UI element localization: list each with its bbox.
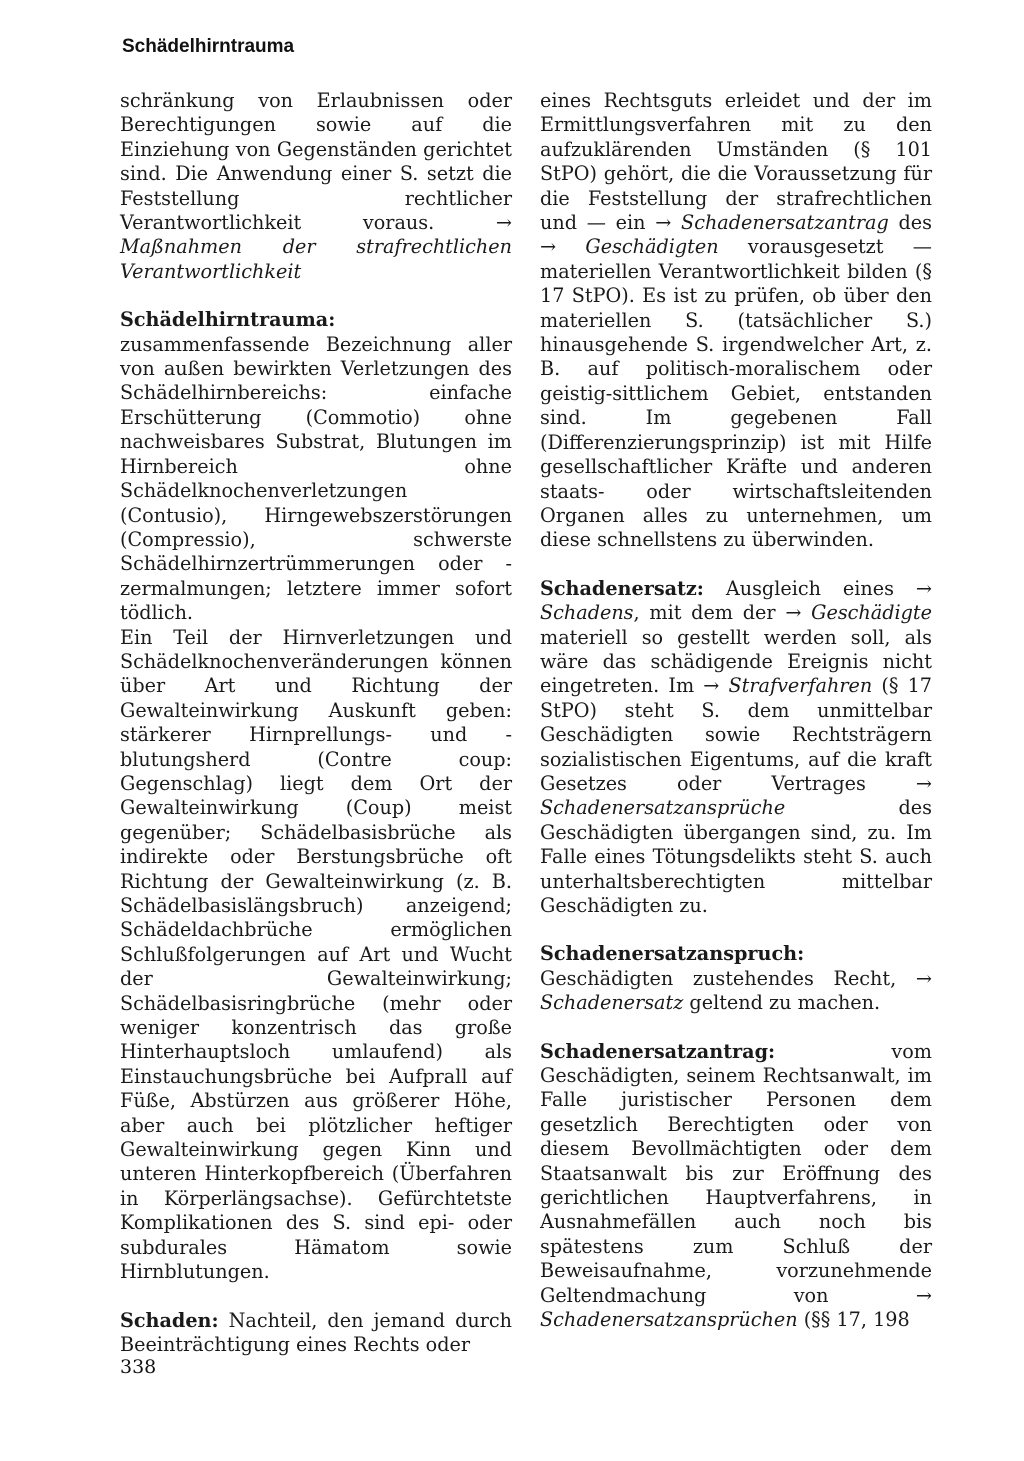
left-column xyxy=(120,89,512,1357)
entry-schaden-continued: eines Rechtsguts erleidet und der im Ermittlungsverfahren mit zu den aufzuklärenden Umständen (§ 101 StPO) gehört, die die Voraussetzung für die Feststellung der strafrechtlichen und — ein → Schadenersatzantrag des → Geschädigten vorausgesetzt — materiellen Verantwortlichkeit bilden (§ 17 StPO). Es ist zu prüfen, ob über den materiellen S. (tatsächlicher S.) hinausgehende S. irgendwelcher Art, z. B. auf politisch-moralischem oder geistig-sittlichem Gebiet, entstanden sind. Im gegebenen Fall (Differenzierungsprinzip) ist mit Hilfe gesellschaftlicher Kräfte und anderen staats- oder wirtschaftsleitenden Organen alles zu unternehmen, um diese schnellstens zu überwinden. xyxy=(540,89,932,552)
right-column xyxy=(540,89,932,1333)
entry-schaedelhirntrauma-continued: Ein Teil der Hirnverletzungen und Schädelknochenveränderungen können über Art und Richtung der Gewalteinwirkung Auskunft geben: stärkerer Hirnprellungs- und -blutungsherd (Contre coup: Gegenschlag) liegt dem Ort der Gewalteinwirkung (Coup) meist gegenüber; Schädelbasisbrüche als indirekte oder Berstungsbrüche oft Richtung der Gewalteinwirkung (z. B. Schädelbasislängsbruch) anzeigend; Schädeldachbrüche ermöglichen Schlußfolgerungen auf Art und Wucht der Gewalteinwirkung; Schädelbasisringbrüche (mehr oder weniger konzentrisch das große Hinterhauptsloch umlaufend) als Einstauchungsbrüche bei Aufprall auf Füße, Abstürzen aus größerer Höhe, aber auch bei plötzlicher heftiger Gewalteinwirkung gegen Kinn und unteren Hinterkopfbereich (Überfahren in Körperlängsachse). Gefürchtetste Komplikationen des S. sind epi- oder subdurales Hämatom sowie Hirnblutungen. xyxy=(120,625,512,1284)
cross-reference-arrow: → xyxy=(915,771,932,795)
cross-reference-arrow: → xyxy=(915,1283,932,1307)
entry-schadenersatz: Schadenersatz: Ausgleich eines → Schadens, mit dem der → Geschädigte materiell so gestellt werden soll, als wäre das schädigende Ereignis nicht eingetreten. Im → Strafverfahren (§ 17 StPO) steht S. dem unmittelbar Geschädigten sowie Rechtsträgern sozialistischen Eigentums, auf die kraft Gesetzes oder Vertrages → Schadenersatzansprüche des Geschädigten übergangen sind, zu. Im Falle eines Tötungsdelikts steht S. auch unterhaltsberechtigten mittelbar Geschädigten zu. xyxy=(540,576,932,917)
cross-reference-arrow: → xyxy=(655,211,672,235)
cross-reference[interactable]: Maßnahmen der strafrechtlichen Verantwortlichkeit xyxy=(120,235,512,283)
entry-term: Schadenersatzantrag: xyxy=(540,1039,776,1063)
entry-schadenersatzantrag: Schadenersatzantrag: vom Geschädigten, seinem Rechtsanwalt, im Falle juristischer Personen dem gesetzlich Berechtigten oder von diesem Bevollmächtigten oder dem Staatsanwalt bis zur Eröffnung des gerichtlichen Hauptverfahrens, in Ausnahmefällen auch noch bis spätestens zum Schluß der Beweisaufnahme, vorzunehmende Geltendmachung von → Schadenersatzansprüchen (§§ 17, 198 xyxy=(540,1039,932,1332)
cross-reference[interactable]: Geschädigte xyxy=(811,601,932,625)
cross-reference[interactable]: Schadens xyxy=(540,601,634,625)
cross-reference-arrow: → xyxy=(915,576,932,600)
cross-reference[interactable]: Schadenersatzansprüchen xyxy=(540,1308,798,1332)
cross-reference[interactable]: Schadenersatzansprüche xyxy=(540,796,786,820)
cross-reference-arrow: → xyxy=(915,966,932,990)
entry-continuation: schränkung von Erlaubnissen oder Berechtigungen sowie auf die Einziehung von Gegenständen gerichtet sind. Die Anwendung einer S. setzt die Feststellung rechtlicher Verantwortlichkeit voraus. → Maßnahmen der strafrechtlichen Verantwortlichkeit xyxy=(120,89,512,283)
entry-term: Schädelhirntrauma: xyxy=(120,308,336,332)
page-number: 338 xyxy=(120,1356,157,1378)
entry-schaedelhirntrauma: Schädelhirntrauma: zusammenfassende Bezeichnung aller von außen bewirkten Verletzungen des Schädelhirnbereichs: einfache Erschütterung (Commotio) ohne nachweisbares Substrat, Blutungen im Hirnbereich ohne Schädelknochenverletzungen (Contusio), Hirngewebszerstörungen (Compressio), schwerste Schädelhirnzertrümmerungen oder -zermalmungen; letztere immer sofort tödlich. xyxy=(120,308,512,625)
cross-reference[interactable]: Schadenersatzantrag xyxy=(681,211,889,235)
cross-reference-arrow: → xyxy=(495,211,512,235)
cross-reference[interactable]: Schadenersatz xyxy=(540,991,684,1015)
cross-reference[interactable]: Strafverfahren xyxy=(728,674,873,698)
cross-reference-arrow: → xyxy=(703,674,720,698)
cross-reference-arrow: → xyxy=(785,601,802,625)
entry-schadenersatzanspruch: Schadenersatzanspruch: Geschädigten zustehendes Recht, → Schadenersatz geltend zu machen. xyxy=(540,942,932,1015)
cross-reference-arrow: → xyxy=(540,235,557,259)
entry-term: Schadenersatz: xyxy=(540,576,704,600)
entry-term: Schadenersatzanspruch: xyxy=(540,942,805,966)
entry-schaden: Schaden: Nachteil, den jemand durch Beeinträchtigung eines Rechts oder xyxy=(120,1308,512,1356)
entry-term: Schaden: xyxy=(120,1308,219,1332)
cross-reference[interactable]: Geschädigten xyxy=(585,235,719,259)
running-head: Schädelhirntrauma xyxy=(122,36,295,57)
